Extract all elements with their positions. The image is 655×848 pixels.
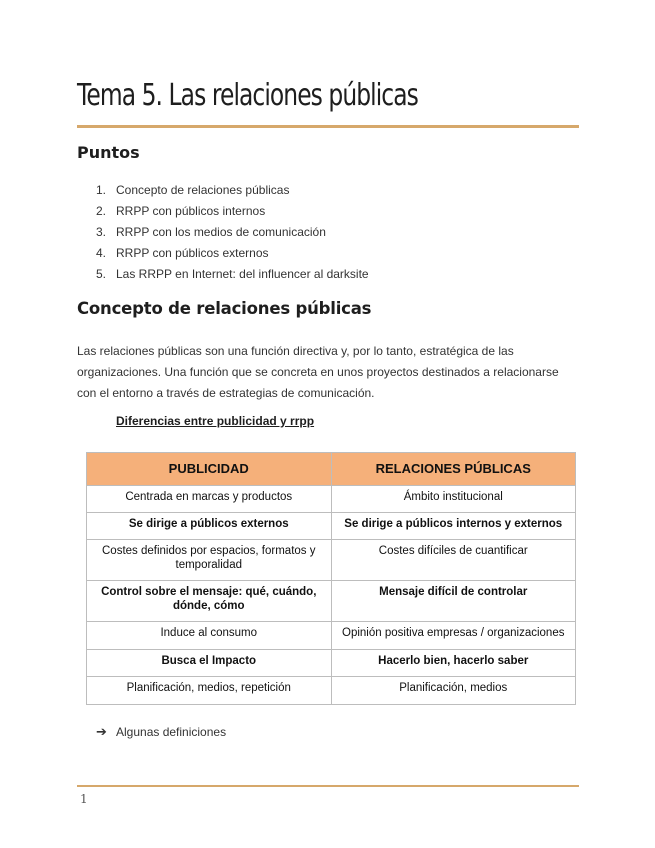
- table-row: [87, 513, 576, 540]
- table-cell: Se dirige a públicos externos: [87, 513, 332, 540]
- comparison-table: [86, 452, 576, 705]
- table-cell: Centrada en marcas y productos: [87, 486, 332, 513]
- list-number: 4.: [96, 246, 107, 260]
- list-number: 1.: [96, 183, 107, 197]
- page-number: 1: [80, 792, 88, 806]
- table-row: [87, 486, 576, 513]
- table-cell: Mensaje difícil de controlar: [331, 581, 576, 622]
- list-item-text: RRPP con públicos externos: [116, 246, 269, 260]
- list-item-text: Las RRPP en Internet: del influencer al darksite: [116, 267, 369, 281]
- table-row: [87, 622, 576, 650]
- list-item-text: RRPP con los medios de comunicación: [116, 225, 326, 239]
- table-cell: Ámbito institucional: [331, 486, 576, 513]
- table-cell: Planificación, medios, repetición: [87, 677, 332, 705]
- table-cell: Costes difíciles de cuantificar: [331, 540, 576, 581]
- table-caption: Diferencias entre publicidad y rrpp: [116, 414, 315, 428]
- list-number: 5.: [96, 267, 107, 281]
- paragraph-line: Las relaciones públicas son una función directiva y, por lo tanto, estratégica de las: [77, 344, 514, 358]
- list-number: 3.: [96, 225, 107, 239]
- list-item: [96, 245, 369, 266]
- list-item-text: RRPP con públicos internos: [116, 204, 266, 218]
- table-cell: Hacerlo bien, hacerlo saber: [331, 650, 576, 677]
- table-row: [87, 677, 576, 705]
- footer-divider: [77, 785, 579, 787]
- table-cell: Control sobre el mensaje: qué, cuándo, dónde, cómo: [87, 581, 332, 622]
- list-number: 2.: [96, 204, 107, 218]
- bullet-text: Algunas definiciones: [116, 725, 227, 739]
- section-heading-puntos: Puntos: [77, 143, 140, 162]
- table-row: [87, 650, 576, 677]
- list-item: [96, 266, 369, 287]
- paragraph-line: con el entorno a través de estrategias de comunicación.: [77, 386, 375, 400]
- list-item-text: Concepto de relaciones públicas: [116, 183, 290, 197]
- title-divider: [77, 125, 579, 128]
- paragraph-line: organizaciones. Una función que se concreta en unos proyectos destinados a relacionarse: [77, 365, 559, 379]
- list-item: [96, 203, 369, 224]
- table-cell: Se dirige a públicos internos y externos: [331, 513, 576, 540]
- section-heading-concepto: Concepto de relaciones públicas: [77, 299, 372, 318]
- list-item: [96, 182, 369, 203]
- table-cell: Planificación, medios: [331, 677, 576, 705]
- definitions-bullet: [96, 724, 226, 740]
- concepto-paragraph: [77, 341, 577, 404]
- table-cell: Opinión positiva empresas / organizaciones: [331, 622, 576, 650]
- table-row: [87, 581, 576, 622]
- points-list: [96, 182, 369, 287]
- header-relaciones-publicas: RELACIONES PÚBLICAS: [331, 453, 576, 486]
- table-header-row: [87, 453, 576, 486]
- page-title: Tema 5. Las relaciones públicas: [77, 78, 418, 113]
- arrow-right-icon: ➔: [96, 724, 107, 739]
- table-cell: Costes definidos por espacios, formatos y temporalidad: [87, 540, 332, 581]
- table-cell: Busca el Impacto: [87, 650, 332, 677]
- header-publicidad: PUBLICIDAD: [87, 453, 332, 486]
- list-item: [96, 224, 369, 245]
- table-cell: Induce al consumo: [87, 622, 332, 650]
- table-row: [87, 540, 576, 581]
